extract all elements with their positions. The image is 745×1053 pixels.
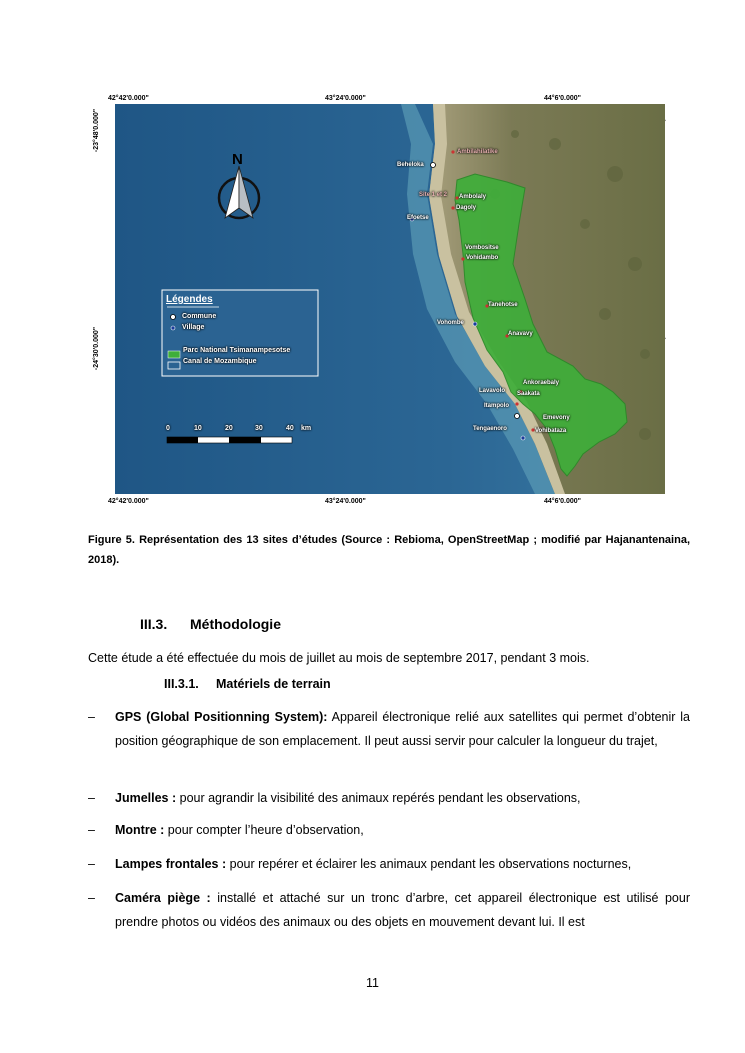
place-site: Site 1 et 2 — [419, 192, 448, 198]
place-itampolo: Itampolo — [484, 403, 509, 409]
section-heading — [140, 616, 281, 632]
top-coord-3: 44°6'0.000" — [544, 95, 581, 102]
list-item — [88, 786, 690, 810]
page-number: 11 — [366, 976, 379, 990]
intro-paragraph: Cette étude a été effectuée du mois de juillet au mois de septembre 2017, pendant 3 mois. — [88, 651, 590, 665]
place-dagoly: Dagoly — [456, 205, 477, 211]
scale-unit: km — [301, 425, 312, 432]
figure-caption: Figure 5. Représentation des 13 sites d’études (Source : Rebioma, OpenStreetMap ; modifié par Hajanantenaina, 2018). — [88, 534, 690, 566]
bullet-text: pour agrandir la visibilité des animaux repérés pendant les observations, — [176, 791, 581, 805]
subsection-title: Matériels de terrain — [216, 677, 331, 691]
bullet-term: GPS (Global Positionning System): — [115, 710, 328, 724]
bullet-text: installé et attaché sur un tronc d’arbre, cet appareil électronique est utilisé pour prendre photos ou vidéos des animaux ou des objets en mouvement devant lui. Il est — [115, 891, 690, 929]
scale-bar — [167, 437, 292, 443]
bullet-text: pour compter l’heure d’observation, — [164, 823, 364, 837]
place-vohibataza: Vohibataza — [535, 428, 567, 434]
bottom-coord-1: 42°42'0.000" — [108, 498, 149, 505]
place-anavavy: Anavavy — [508, 331, 533, 337]
place-emevony: Emevony — [543, 415, 570, 421]
place-ankoraebaly: Ankoraebaly — [523, 380, 560, 386]
legend-park: Parc National Tsimanampesotse — [183, 347, 291, 354]
bullet-term: Caméra piège : — [115, 891, 211, 905]
section-number: III.3. — [140, 616, 168, 632]
bullet-dash: – — [88, 823, 95, 837]
bullet-dash: – — [88, 857, 95, 871]
place-ambilahilatike: Ambilahilatike — [457, 149, 498, 155]
bullet-term: Montre : — [115, 823, 165, 837]
place-efoetse: Efoetse — [407, 215, 429, 221]
north-label: N — [232, 151, 243, 168]
legend-title: Légendes — [166, 294, 213, 305]
scale-0: 0 — [166, 425, 170, 432]
bullet-term: Lampes frontales : — [115, 857, 227, 871]
scale-30: 30 — [255, 425, 263, 432]
scale-20: 20 — [225, 425, 233, 432]
place-tengaenoro: Tengaenoro — [473, 426, 507, 432]
top-coord-1: 42°42'0.000" — [108, 95, 149, 102]
place-beheloka: Beheloka — [397, 162, 424, 168]
place-saakata: Saakata — [517, 391, 540, 397]
subsection-heading — [164, 677, 331, 691]
list-item — [88, 705, 690, 753]
bottom-coord-2: 43°24'0.000" — [325, 498, 366, 505]
map-figure — [93, 95, 680, 507]
bullet-text: Appareil électronique relié aux satellites qui permet d’obtenir la position géographique de son emplacement. Il peut aussi servir pour calculer la longueur du trajet, — [115, 710, 690, 748]
subsection-number: III.3.1. — [164, 677, 199, 691]
scale-40: 40 — [286, 425, 294, 432]
list-item — [88, 852, 690, 876]
left-coord-1: -23°48'0.000" — [93, 108, 101, 153]
bottom-coord-3: 44°6'0.000" — [544, 498, 581, 505]
section-title: Méthodologie — [190, 616, 281, 632]
bullet-term: Jumelles : — [115, 791, 177, 805]
legend-village: Village — [182, 324, 205, 331]
bullet-text: pour repérer et éclairer les animaux pendant les observations nocturnes, — [226, 857, 632, 871]
place-ambolaly: Ambolaly — [459, 194, 487, 200]
legend-canal: Canal de Mozambique — [183, 358, 257, 365]
place-vombositse: Vombositse — [465, 245, 499, 251]
bullet-dash: – — [88, 891, 95, 905]
left-coord-2: -24°30'0.000" — [93, 326, 101, 371]
place-tanehotse: Tanehotse — [488, 302, 518, 308]
place-vohombe: Vohombe — [437, 320, 464, 326]
list-item — [88, 818, 690, 842]
bullet-dash: – — [88, 710, 95, 724]
scale-10: 10 — [194, 425, 202, 432]
legend-commune: Commune — [182, 313, 217, 320]
place-lavavolo: Lavavolo — [479, 388, 506, 394]
list-item — [88, 886, 690, 934]
top-coord-2: 43°24'0.000" — [325, 95, 366, 102]
place-vohidambo: Vohidambo — [466, 255, 499, 261]
bullet-dash: – — [88, 791, 95, 805]
